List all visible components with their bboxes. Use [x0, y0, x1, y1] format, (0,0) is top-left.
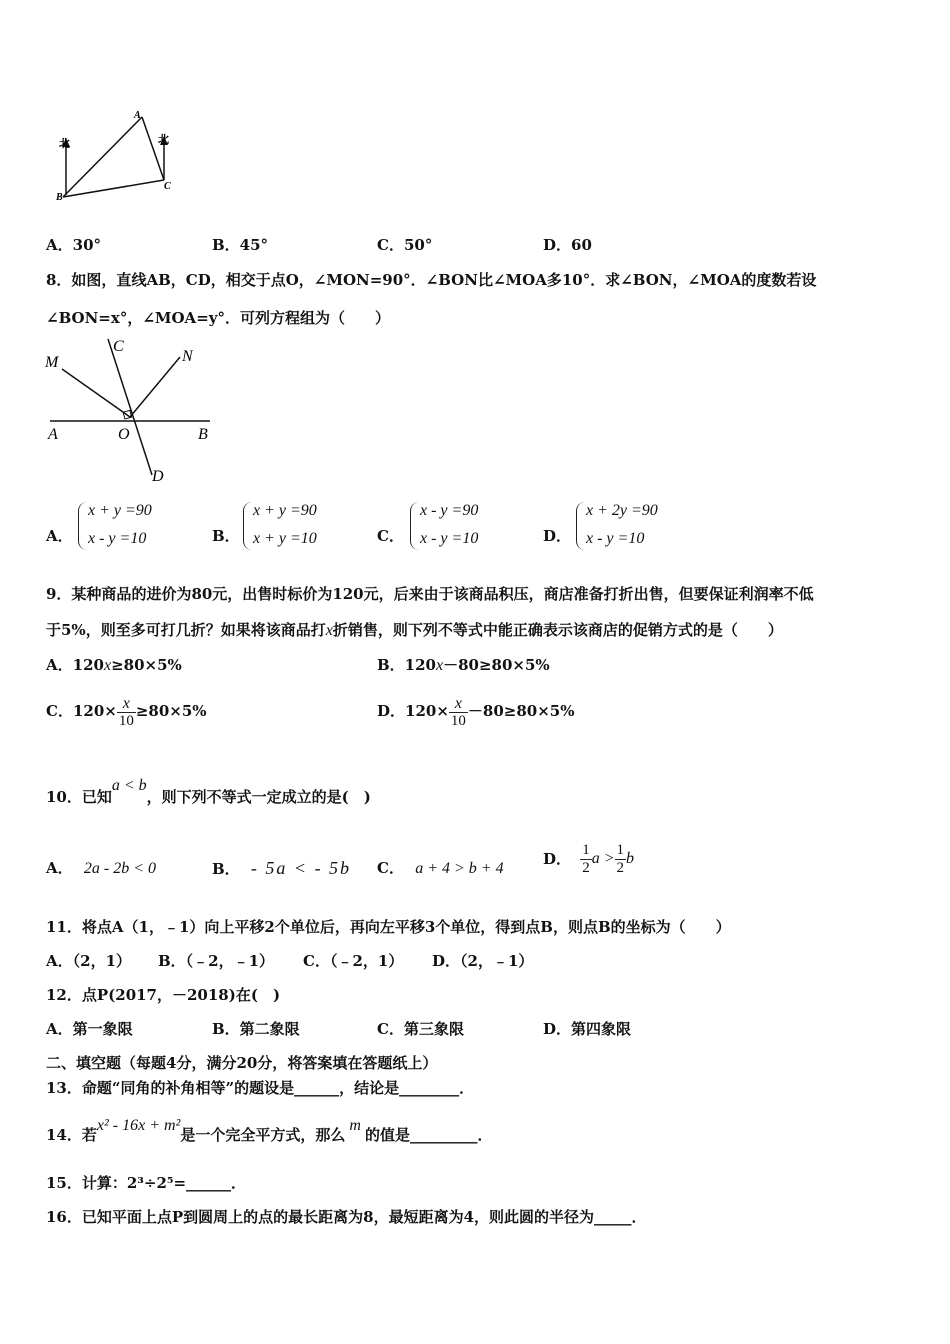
label-north-left: 北: [59, 138, 70, 150]
q7-figure: [50, 105, 190, 210]
q9-option-d: [377, 693, 574, 730]
q11-option-d: D．（2，﹣1）: [432, 952, 534, 970]
numerator: 1: [582, 841, 590, 858]
q15-line: 15．计算：2³÷2⁵=______．: [46, 1174, 247, 1192]
q10-post: ，则下列不等式一定成立的是( ): [146, 788, 371, 806]
q8-option-c-label: C．: [377, 527, 404, 545]
q9-var-x: x: [325, 622, 333, 639]
eq2: x + y =10: [253, 530, 317, 547]
q12-option-c: C．第三象限: [377, 1020, 464, 1038]
q8-option-b-label: B．: [212, 527, 240, 545]
label-o: O: [118, 426, 130, 443]
q9-c-post: ≥80×5%: [135, 702, 207, 720]
label-n: N: [182, 348, 193, 365]
eq2: x - y =10: [586, 530, 645, 547]
eq1: x + 2y =90: [586, 502, 658, 519]
q14-line: [46, 1117, 493, 1146]
q9-line2: [46, 620, 783, 641]
q9-b-post: －80≥80×5%: [443, 656, 550, 674]
eq1: x - y =90: [420, 502, 479, 519]
q7-option-b: B．45°: [212, 236, 269, 254]
q10-option-b: [212, 858, 351, 879]
q10-a-label: A．: [46, 859, 73, 877]
q9-c-pre: C．120×: [46, 702, 117, 720]
q14-post: 的值是_________．: [364, 1126, 493, 1144]
q10-pre: 10．已知: [46, 788, 112, 806]
q14-mid: 是一个完全平方式，那么: [180, 1126, 346, 1144]
eq2: x - y =10: [420, 530, 479, 547]
brace: [576, 502, 585, 550]
q9-b-var: x: [436, 657, 444, 674]
label-c: C: [164, 181, 171, 192]
q13-line: 13．命题“同角的补角相等”的题设是______，结论是________．: [46, 1079, 475, 1097]
q9-d-post: －80≥80×5%: [467, 702, 575, 720]
q11-line: 11．将点A（1，﹣1）向上平移2个单位后，再向左平移3个单位，得到点B，则点B的坐标为（ ）: [46, 918, 731, 936]
q14-var: m: [349, 1117, 361, 1134]
q10-option-c: [377, 858, 504, 879]
q12-option-b: B．第二象限: [212, 1020, 300, 1038]
brace: [243, 502, 252, 550]
q9-line1: 9．某种商品的进价为80元，出售时标价为120元，后来由于该商品积压，商店准备打折出售，但要保证利润率不低: [46, 585, 814, 603]
q16-line: 16．已知平面上点P到圆周上的点的最长距离为8，最短距离为4，则此圆的半径为_____．: [46, 1208, 647, 1226]
q12-option-d: D．第四象限: [543, 1020, 632, 1038]
q7-option-a: A．30°: [46, 236, 102, 254]
q8-line2: ∠BON=x°，∠MOA=y°．可列方程组为（ ）: [46, 309, 390, 327]
q8-line1: 8．如图，直线AB，CD，相交于点O，∠MON=90°．∠BON比∠MOA多10°．求∠BON，∠MOA的度数若设: [46, 271, 817, 289]
numerator: x: [117, 695, 136, 713]
q9-line2-pre: 于5%，则至多可打几折？如果将该商品打: [46, 621, 326, 639]
q7-option-d: D．60: [543, 236, 592, 254]
q9-a-pre: A．120: [46, 656, 104, 674]
q9-option-b: [377, 655, 550, 676]
label-b: B: [198, 426, 208, 443]
section-2-heading: 二、填空题（每题4分，满分20分，将答案填在答题纸上）: [46, 1054, 438, 1072]
label-a: A: [48, 426, 58, 443]
q10-option-a: [46, 858, 156, 879]
q14-expr: x² - 16x + m²: [96, 1117, 181, 1134]
q9-line2-post: 折销售，则下列不等式中能正确表示该商店的促销方式的是（ ）: [332, 621, 783, 639]
label-c: C: [113, 338, 124, 355]
numerator: x: [449, 695, 468, 713]
q14-pre: 14．若: [46, 1126, 97, 1144]
label-north-right: 北: [158, 134, 169, 146]
eq1: x + y =90: [88, 502, 152, 519]
q9-b-pre: B．120: [377, 656, 436, 674]
q10-d-frac1: [580, 842, 592, 877]
q10-stem: [46, 777, 371, 808]
q9-option-c: [46, 693, 207, 730]
q9-option-a: [46, 655, 182, 676]
label-m: M: [45, 354, 59, 371]
numerator: 1: [616, 841, 625, 858]
denominator: 10: [118, 712, 134, 729]
q10-d-frac2: [615, 842, 627, 877]
q8-figure: [40, 335, 220, 485]
ray-on: [130, 357, 180, 417]
q11-option-c: C．（﹣2，1）: [303, 952, 404, 970]
q11-option-b: B．（﹣2，﹣1）: [158, 952, 275, 970]
q10-b-label: B．: [212, 860, 240, 878]
eq1: x + y =90: [253, 502, 317, 519]
q9-d-pre: D．120×: [377, 702, 449, 720]
q9-d-fraction: [449, 695, 468, 730]
label-a: A: [134, 110, 141, 121]
denominator: 2: [582, 859, 590, 876]
brace: [78, 502, 87, 550]
q7-option-c: C．50°: [377, 236, 433, 254]
q8-option-a-label: A．: [46, 527, 73, 545]
q10-c-label: C．: [377, 859, 404, 877]
q10-option-d: [543, 836, 634, 881]
q9-c-fraction: [117, 695, 136, 730]
q8-option-d-label: D．: [543, 527, 572, 545]
segment-ac: [142, 117, 164, 180]
eq2: x - y =10: [88, 530, 147, 547]
brace: [410, 502, 419, 550]
label-b: B: [56, 192, 63, 203]
q9-a-post: ≥80×5%: [111, 656, 182, 674]
q9-a-var: x: [103, 657, 112, 674]
q10-c-expr: a + 4 > b + 4: [415, 860, 504, 877]
denominator: 2: [616, 859, 625, 876]
q10-a-expr: 2a - 2b < 0: [83, 860, 156, 877]
denominator: 10: [450, 712, 466, 729]
q10-b-expr: - 5a < - 5b: [250, 858, 352, 878]
q12-line: 12．点P(2017，－2018)在( ): [46, 986, 281, 1004]
label-d: D: [152, 468, 164, 485]
q10-d-mid: a >: [591, 850, 615, 867]
q10-condition: a < b: [111, 777, 147, 794]
q11-option-a: A．（2，1）: [46, 952, 132, 970]
q10-d-var: b: [626, 850, 635, 867]
q10-d-label: D．: [543, 850, 572, 868]
q12-option-a: A．第一象限: [46, 1020, 133, 1038]
